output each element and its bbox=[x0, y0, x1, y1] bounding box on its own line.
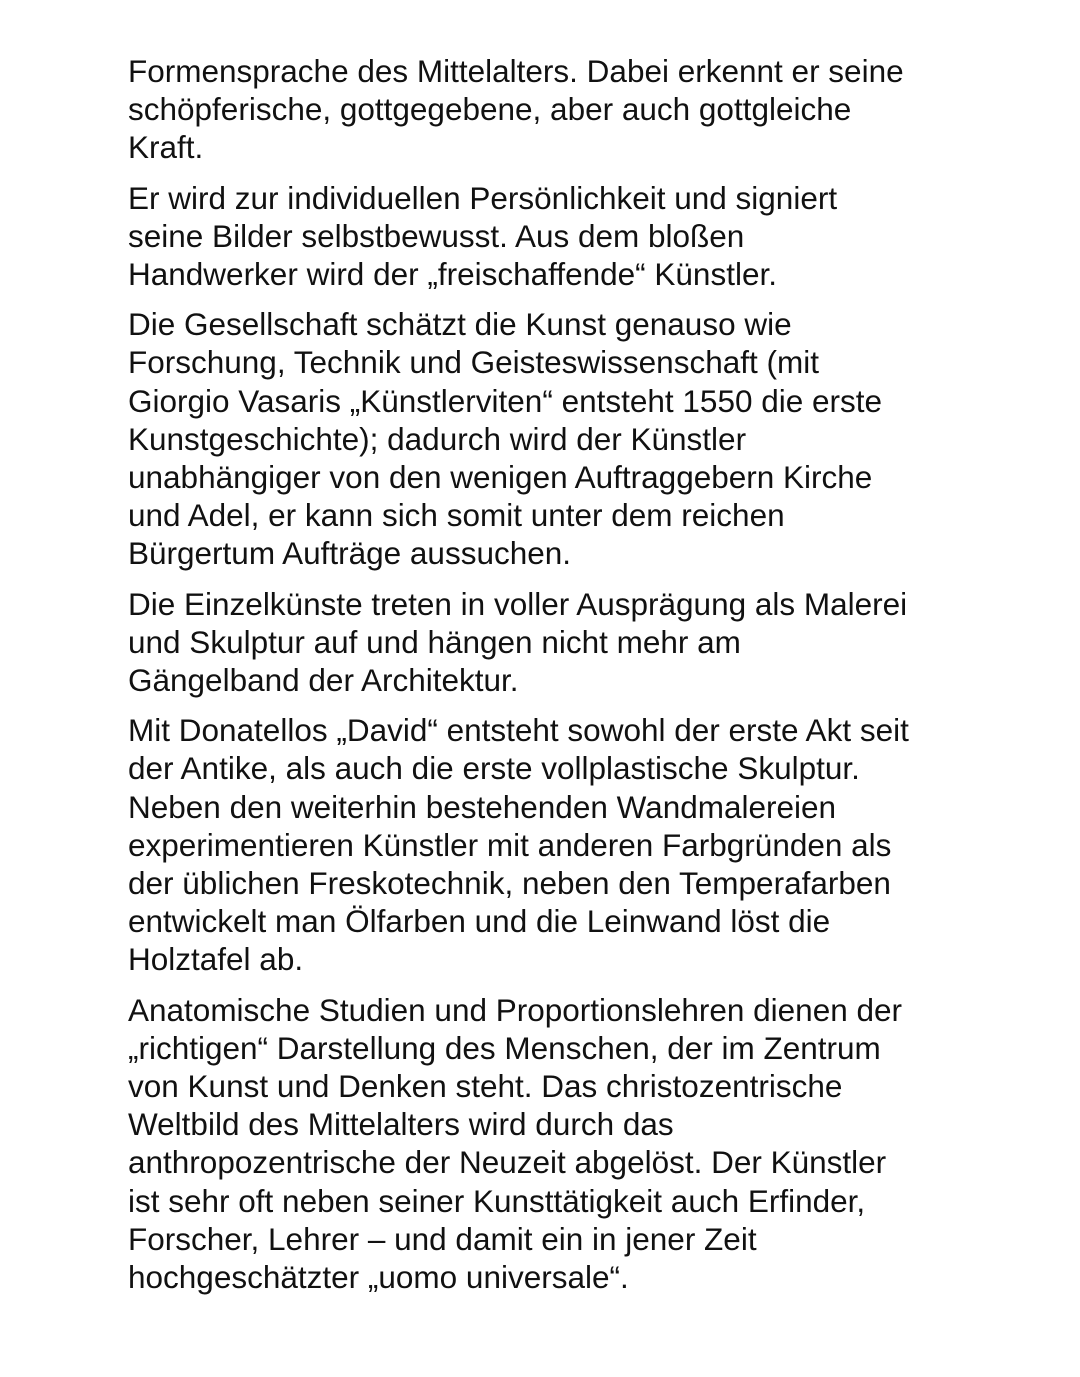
paragraph-line: und Adel, er kann sich somit unter dem reichen bbox=[128, 497, 785, 534]
paragraph-line: unabhängiger von den wenigen Auftraggebern Kirche bbox=[128, 459, 873, 496]
paragraph-line: Giorgio Vasaris „Künstlerviten“ entsteht 1550 die erste bbox=[128, 382, 883, 419]
paragraph-3 bbox=[128, 305, 978, 572]
paragraph-line: anthropozentrische der Neuzeit abgelöst. Der Künstler bbox=[128, 1144, 887, 1181]
paragraph-line: seine Bilder selbstbewusst. Aus dem bloßen bbox=[128, 217, 745, 254]
paragraph-line: von Kunst und Denken steht. Das christozentrische bbox=[128, 1068, 843, 1105]
paragraph-2 bbox=[128, 179, 978, 294]
paragraph-line: Neben den weiterhin bestehenden Wandmalereien bbox=[128, 788, 837, 825]
paragraph-line: Handwerker wird der „freischaffende“ Künstler. bbox=[128, 256, 777, 293]
paragraph-line: hochgeschätzter „uomo universale“. bbox=[128, 1259, 629, 1296]
paragraph-line: schöpferische, gottgegebene, aber auch gottgleiche bbox=[128, 91, 852, 128]
paragraph-line: Mit Donatellos „David“ entsteht sowohl der erste Akt seit bbox=[128, 712, 909, 749]
paragraph-line: Gängelband der Architektur. bbox=[128, 662, 519, 699]
paragraph-line: Kunstgeschichte); dadurch wird der Künstler bbox=[128, 420, 747, 457]
paragraph-line: Die Gesellschaft schätzt die Kunst genauso wie bbox=[128, 306, 792, 343]
paragraph-4 bbox=[128, 585, 978, 700]
paragraph-line: Formensprache des Mittelalters. Dabei erkennt er seine bbox=[128, 53, 904, 89]
paragraph-line: der Antike, als auch die erste vollplastische Skulptur. bbox=[128, 750, 860, 787]
paragraph-5 bbox=[128, 711, 978, 978]
paragraph-line: ist sehr oft neben seiner Kunsttätigkeit auch Erfinder, bbox=[128, 1182, 866, 1219]
paragraph-line: Forscher, Lehrer – und damit ein in jener Zeit bbox=[128, 1220, 757, 1257]
paragraph-line: und Skulptur auf und hängen nicht mehr am bbox=[128, 623, 741, 660]
paragraph-line: Bürgertum Aufträge aussuchen. bbox=[128, 535, 572, 572]
paragraph-6 bbox=[128, 991, 978, 1297]
paragraph-line: Anatomische Studien und Proportionslehren dienen der bbox=[128, 991, 903, 1028]
paragraph-line: „richtigen“ Darstellung des Menschen, der im Zentrum bbox=[128, 1029, 881, 1066]
paragraph-line: Er wird zur individuellen Persönlichkeit und signiert bbox=[128, 179, 838, 216]
paragraph-line: experimentieren Künstler mit anderen Farbgründen als bbox=[128, 826, 892, 863]
paragraph-line: Weltbild des Mittelalters wird durch das bbox=[128, 1106, 674, 1143]
paragraph-line: Holztafel ab. bbox=[128, 941, 304, 978]
paragraph-line: Forschung, Technik und Geisteswissenschaft (mit bbox=[128, 344, 819, 381]
paragraph-line: Kraft. bbox=[128, 129, 204, 166]
paragraph-line: der üblichen Freskotechnik, neben den Temperafarben bbox=[128, 865, 891, 902]
paragraph-line: Die Einzelkünste treten in voller Ausprägung als Malerei bbox=[128, 585, 908, 622]
paragraph-line: entwickelt man Ölfarben und die Leinwand löst die bbox=[128, 903, 831, 940]
text-column bbox=[128, 52, 978, 1308]
paragraph-1 bbox=[128, 52, 978, 167]
